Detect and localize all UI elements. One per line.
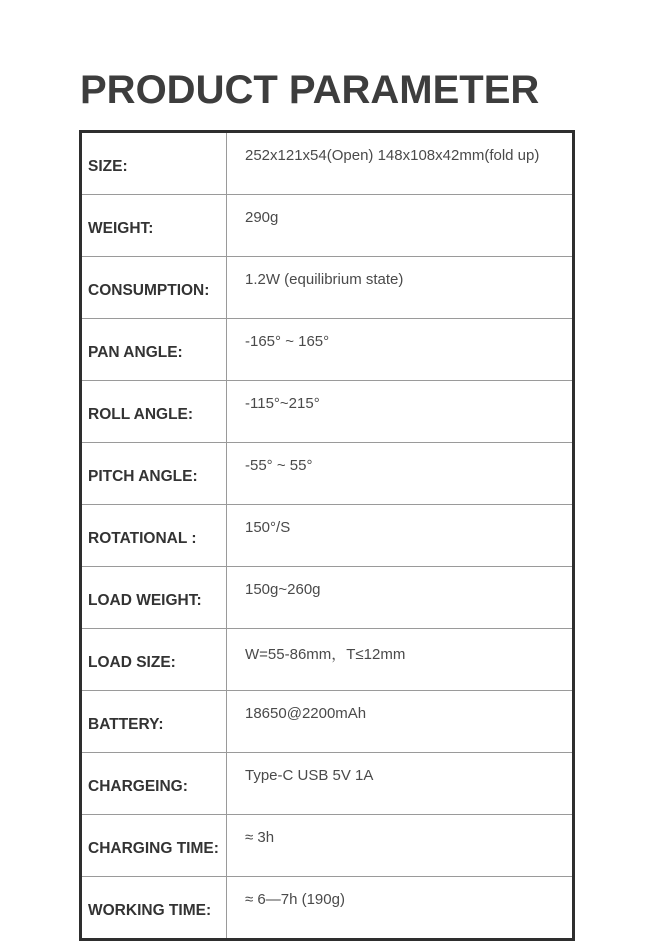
row-label: CONSUMPTION: [81,257,227,319]
table-row [81,381,574,443]
table-row [81,443,574,505]
row-label: PITCH ANGLE: [81,443,227,505]
table-row [81,753,574,815]
row-label: ROLL ANGLE: [81,381,227,443]
row-value: 150°/S [227,505,574,567]
row-label: PAN ANGLE: [81,319,227,381]
row-value: 252x121x54(Open) 148x108x42mm(fold up) [227,132,574,195]
table-row [81,319,574,381]
page-title: PRODUCT PARAMETER [80,68,540,112]
table-row [81,877,574,940]
product-parameter-table [79,130,575,941]
table-row [81,195,574,257]
row-label: WORKING TIME: [81,877,227,940]
row-value: W=55-86mm，T≤12mm [227,629,574,691]
row-value: 1.2W (equilibrium state) [227,257,574,319]
row-value: Type-C USB 5V 1A [227,753,574,815]
row-value: -55° ~ 55° [227,443,574,505]
row-value: ≈ 6—7h (190g) [245,891,345,908]
row-value: 290g [227,195,574,257]
table-row [81,132,574,195]
row-label: LOAD SIZE: [81,629,227,691]
row-value: 18650@2200mAh [227,691,574,753]
row-label: CHARGEING: [81,753,227,815]
table-row [81,567,574,629]
row-label: SIZE: [81,132,227,195]
table-row [81,505,574,567]
row-value: 150g~260g [227,567,574,629]
table-row [81,257,574,319]
row-value: -115°~215° [227,381,574,443]
row-value: ≈ 3h [227,815,574,877]
row-label: LOAD WEIGHT: [81,567,227,629]
row-value: -165° ~ 165° [227,319,574,381]
row-label: BATTERY: [81,691,227,753]
row-label: ROTATIONAL : [81,505,227,567]
table-row [81,815,574,877]
table-row [81,629,574,691]
row-label: WEIGHT: [81,195,227,257]
row-label: CHARGING TIME: [81,815,227,877]
table-row [81,691,574,753]
